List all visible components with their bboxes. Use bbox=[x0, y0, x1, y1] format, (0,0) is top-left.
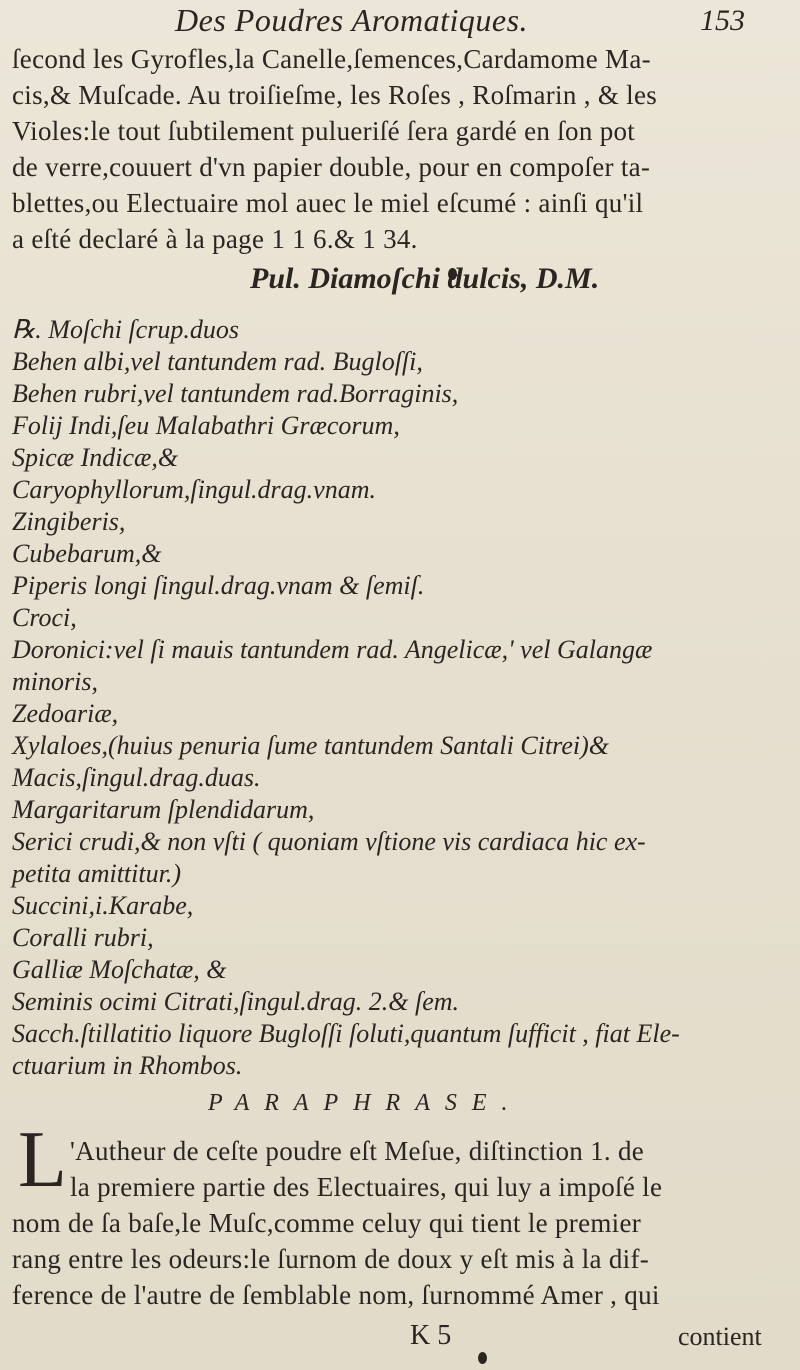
signature-mark: K 5 bbox=[410, 1320, 452, 1351]
intro-line: Violes:le tout ſubtilement pulueriſé ſera gardé en ſon pot bbox=[12, 116, 636, 146]
ink-dot bbox=[478, 1352, 487, 1364]
paraphrase-line: nom de ſa baſe,le Muſc,comme celuy qui tient le premier bbox=[12, 1208, 642, 1238]
recipe-line: Spicæ Indicæ,& bbox=[12, 443, 179, 472]
recipe-line: Seminis ocimi Citrati,ſingul.drag. 2.& ſem. bbox=[12, 987, 460, 1016]
intro-line: de verre,couuert d'vn papier double, pour en compoſer ta- bbox=[12, 152, 651, 182]
paraphrase-line: 'Autheur de ceſte poudre eſt Meſue, diſtinction 1. de bbox=[70, 1136, 645, 1166]
recipe-line: ctuarium in Rhombos. bbox=[12, 1051, 243, 1080]
recipe-line: Zingiberis, bbox=[12, 507, 126, 536]
recipe-line: Sacch.ſtillatitio liquore Bugloſſi ſoluti,quantum ſufficit , fiat Ele- bbox=[12, 1019, 680, 1048]
paraphrase-line: rang entre les odeurs:le ſurnom de doux y eſt mis à la dif- bbox=[12, 1244, 650, 1274]
recipe-line: Croci, bbox=[12, 603, 77, 632]
paraphrase-line: la premiere partie des Electuaires, qui luy a impoſé le bbox=[70, 1172, 663, 1202]
drop-cap: L bbox=[18, 1116, 67, 1204]
recipe-line: Xylaloes,(huius penuria ſume tantundem Santali Citrei)& bbox=[12, 731, 609, 760]
running-title: Des Poudres Aromatiques. bbox=[175, 2, 529, 38]
recipe-line: Coralli rubri, bbox=[12, 923, 154, 952]
page-footer bbox=[0, 1320, 800, 1360]
intro-line: cis,& Muſcade. Au troiſieſme, les Roſes , Roſmarin , & les bbox=[12, 80, 658, 110]
recipe-line: Cubebarum,& bbox=[12, 539, 162, 568]
recipe-line: Galliæ Moſchatæ, & bbox=[12, 955, 227, 984]
recipe-line: petita amittitur.) bbox=[12, 859, 181, 888]
recipe-line: Margaritarum ſplendidarum, bbox=[12, 795, 315, 824]
recipe-line: Caryophyllorum,ſingul.drag.vnam. bbox=[12, 475, 376, 504]
paraphrase-line: ference de l'autre de ſemblable nom, ſurnommé Amer , qui bbox=[12, 1280, 660, 1310]
recipe-line: Serici crudi,& non vſti ( quoniam vſtione vis cardiaca hic ex- bbox=[12, 827, 646, 856]
recipe-line: Folij Indi,ſeu Malabathri Græcorum, bbox=[12, 411, 400, 440]
recipe-line: ℞. Moſchi ſcrup.duos bbox=[12, 315, 239, 344]
catchword: contient bbox=[678, 1322, 762, 1351]
recipe-line: Piperis longi ſingul.drag.vnam & ſemiſ. bbox=[12, 571, 425, 600]
intro-line: blettes,ou Electuaire mol auec le miel eſcumé : ainſi qu'il bbox=[12, 188, 644, 218]
recipe-line: Behen rubri,vel tantundem rad.Borraginis, bbox=[12, 379, 459, 408]
intro-line: ſecond les Gyrofles,la Canelle,ſemences,Cardamome Ma- bbox=[12, 44, 651, 74]
recipe-line: Succini,i.Karabe, bbox=[12, 891, 194, 920]
recipe-line: Doronici:vel ſi mauis tantundem rad. Angelicæ,' vel Galangæ bbox=[12, 635, 653, 664]
intro-line: a eſté declaré à la page 1 1 6.& 1 34. bbox=[12, 224, 418, 254]
recipe-line: Macis,ſingul.drag.duas. bbox=[12, 763, 261, 792]
recipe-line: Zedoariæ, bbox=[12, 699, 119, 728]
recipe-line: minoris, bbox=[12, 667, 98, 696]
recipe-line: Behen albi,vel tantundem rad. Bugloſſi, bbox=[12, 347, 423, 376]
page-header bbox=[0, 2, 800, 48]
paraphrase-heading: PARAPHRASE. bbox=[208, 1090, 523, 1116]
page-number: 153 bbox=[700, 4, 745, 37]
recipe-title: Pul. Diamoſchi dulcis, D.M. bbox=[250, 262, 600, 295]
